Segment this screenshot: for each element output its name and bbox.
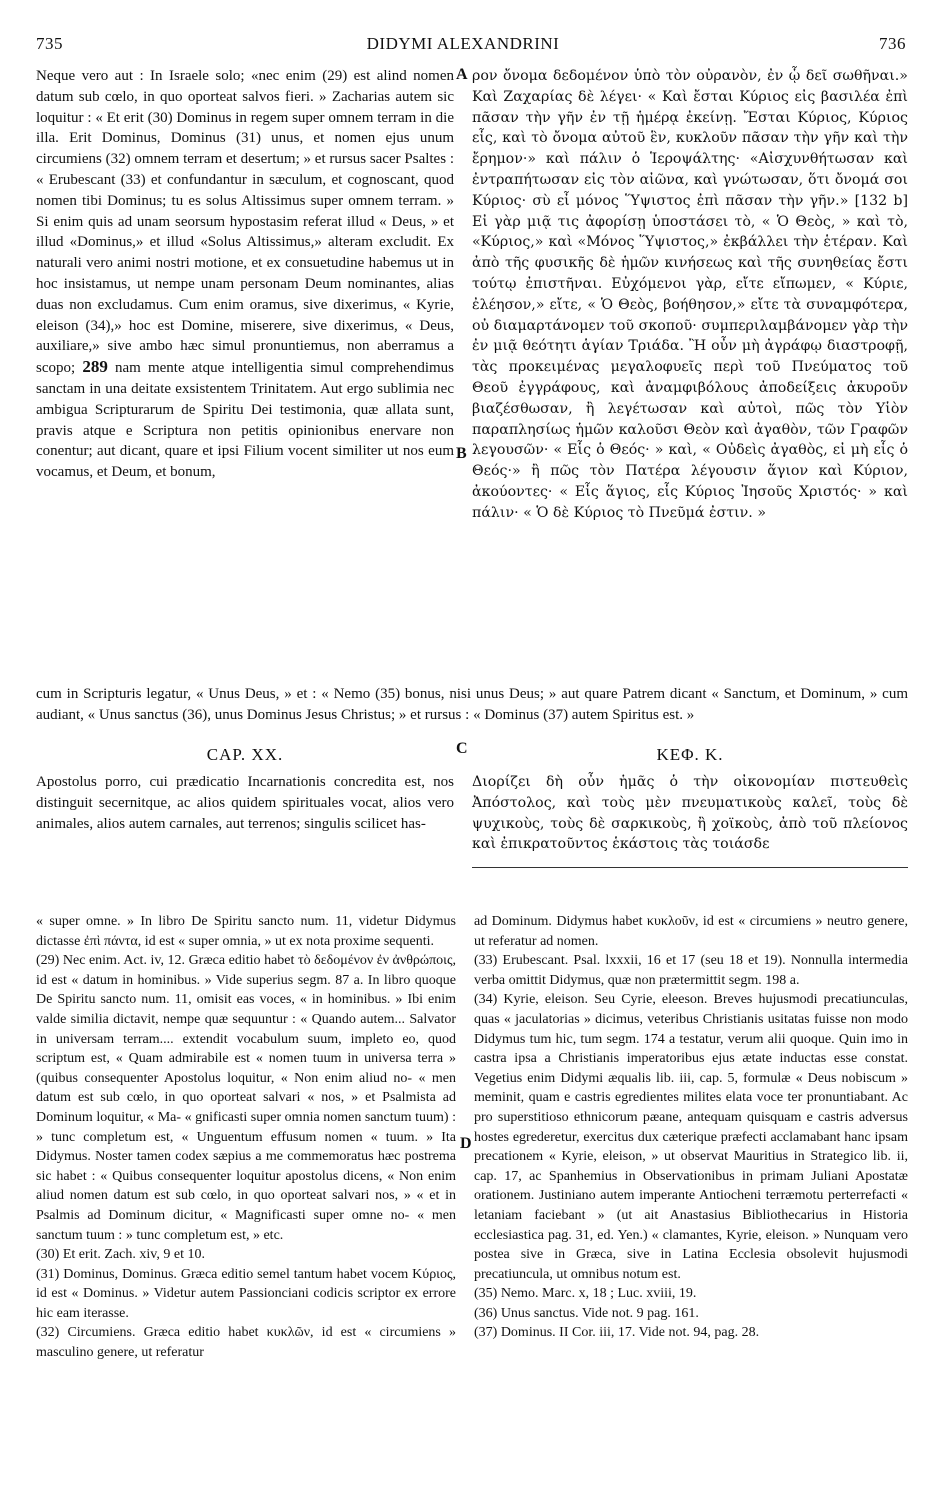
note: (36) Unus sanctus. Vide not. 9 pag. 161. — [474, 1305, 699, 1321]
chapter-heading-greek: ΚΕΦ. Κ. — [656, 745, 724, 764]
note: « super omne. » In libro De Spiritu sancto num. 11, videtur Didymus dictasse ἐπὶ πάντα, id est « super omnia, » ut ex nota proxime sequenti. — [36, 914, 456, 949]
note: (31) Dominus, Dominus. Græca editio semel tantum habet vocem Κύριος, id est « Dominus. » Videtur autem Passionciani codicis scriptor ex errore hic eam iterasse. — [36, 1266, 456, 1321]
latin-text: Neque vero aut : In Israele solo; «nec enim (29) est alind nomen datum sub cœlo, in quo oporteat salvos fieri. » Zacharias autem sic loquitur : « Et erit (30) Dominus in regem super omnem terram in die illa. Erit Dominus, Dominus (31) unus, et nomen ejus unum circumiens (32) omnem terram et desertum; » et rursus sacer Psaltes : « Erubescant (33) et confundantur in sæculum, et cognoscant, quod nomen tibi Dominus; tu es solus Altissimus super omnem terram. » Si enim quis ad unam seorsum hypostasim referat illud « Deus, » et illud «Dominus,» et illud «Solus Altissimus,» alteram excludit. Ex naturali vero animi nostri motione, et ex consuetudine habemus ut in hoc insistamus, ut nempe unam personam Deum nominantes, alias duas non excludamus. Cum enim oramus, sive dixerimus, « Kyrie, eleison (34),» hoc est Domine, miserere, sive dixerimus, « Deus, auxiliare,» sive ambo hæc simul pronuntiemus, non aberramus a scopo; — [36, 68, 454, 377]
note: (29) Nec enim. Act. iv, 12. Græca editio habet τὸ δεδομένον ἐν ἀνθρώποις, id est « datum in hominibus. » Vide superius segm. 87 a. In libro quoque De Spiritu sancto num. 11, omisit eas voces, « in hominibus. » Ibi enim valde similia dictavit, nempe quæ sequuntur : « Quando autem... Salvator in universam terram.... extendit vocabulum suum, impleto eo, quod scriptum est, « Quam admirabile est « nomen tuum in universa terra » (quibus consequenter Apostolus loquitur, « Non enim aliud no- « men datum est sub cœlo, in quo oporteat salvari « nos, » et Psalmista ad Dominum loquitur, « Ma- « gnificasti super omnia nomen sanctum tuum) : » tunc completum est, « Unguentum effusum nomen « tuum. » Ita Didymus. Noster tamen codex sæpius a me commemoratus hæc postrema sic habet : « Quibus consequenter loquitur apostolus dicens, « Non enim aliud nomen datum est sub cœlo, in quo oporteat salvari nos, » « et in Psalmis ad Dominum dicitur, « Magnificasti super omne no- « men sanctum tuum : » tunc completum est, » etc. — [36, 953, 456, 1243]
margin-marker-a: A — [456, 66, 468, 83]
note: (35) Nemo. Marc. x, 18 ; Luc. xviii, 19. — [474, 1286, 697, 1302]
note: (30) Et erit. Zach. xiv, 9 et 10. — [36, 1247, 205, 1263]
note: (37) Dominus. II Cor. iii, 17. Vide not. 94, pag. 28. — [474, 1325, 760, 1341]
margin-marker-d: D — [460, 1135, 472, 1152]
margin-marker-c: C — [456, 740, 468, 757]
running-title: DIDYMI ALEXANDRINI — [366, 34, 560, 53]
note: ad Dominum. Didymus habet κυκλοῦν, id est « circumiens » neutro genere, ut referatur ad nomen. — [474, 914, 908, 949]
greek-column-top — [472, 66, 908, 524]
note: (33) Erubescant. Psal. lxxxii, 16 et 17 (seu 18 et 19). Nonnulla intermedia verba omittit Didymus, quæ non prætermittit segm. 198 a. — [474, 953, 908, 988]
divider-rule — [472, 867, 908, 868]
notes-left-column — [36, 912, 456, 1363]
page-number-left: 735 — [36, 34, 63, 53]
patrologia-column-marker: 289 — [82, 357, 108, 377]
notes-right-column — [474, 912, 908, 1343]
latin-text-continued: nam mente atque intelligentia simul comprehendimus sanctam in una deitate exsistentem Trinitatem. Aut ergo sublimia nec ambigua Scripturarum de Spiritu Dei testimonia, quæ allata sunt, pravis atque e Scriptura non petitis opinionibus enervare non conentur; aut dicant, quare et ipsi Filium vocent similiter ut nos eum vocamus, et Deum, et bonum, — [36, 360, 454, 481]
margin-marker-b: B — [456, 445, 467, 462]
greek-text: ρον ὄνομα δεδομένον ὑπὸ τὸν οὐρανὸν, ἐν ᾧ δεῖ σωθῆναι.» Καὶ Ζαχαρίας δὲ λέγει· « Καὶ ἔσται Κύριος εἰς βασιλέα ἐπὶ πᾶσαν τὴν γῆν ἐν τῇ ἡμέρᾳ ἐκείνῃ. Ἔσται Κύριος, Κύριος εἷς, καὶ τὸ ὄνομα αὐτοῦ ἓν, κυκλοῦν πᾶσαν τὴν γῆν καὶ τὴν ἔρημον·» καὶ πάλιν ὁ Ἱεροψάλτης· «Αἰσχυνθήτωσαν καὶ ἐντραπήτωσαν εἰς τὸν αἰῶνα, καὶ γνώτωσαν, ὅτι ὄνομά σοι Κύριος· σὺ εἶ μόνος Ὕψιστος ἐπὶ πᾶσαν τὴν γῆν.» [132 b] Εἰ γὰρ μιᾷ τις ἀφορίσῃ ὑποστάσει τὸ, « Ὁ Θεὸς, » καὶ τὸ, «Κύριος,» καὶ «Μόνος Ὕψιστος,» ἐκβάλλει τὴν ἑτέραν. Καὶ ἀπὸ τῆς φυσικῆς δὲ ἡμῶν κινήσεως καὶ τῆς συνηθείας ἔστι τούτῳ ἐπιστῆναι. Εὐχόμενοι γὰρ, εἴτε εἴπωμεν, « Κύριε, ἐλέησον,» εἴτε, « Ὁ Θεὸς, βοήθησον,» εἴτε τὰ συναμφότερα, οὐ διαμαρτάνομεν τοῦ σκοποῦ· συμπεριλαμβάνομεν γὰρ τὴν ἐν μιᾷ θεότητι ἁγίαν Τριάδα. Ἢ οὖν μὴ ἀγράφῳ διαστροφῇ, τὰς προκειμένας μεγαλοφυεῖς περὶ τοῦ Πνεύματος τοῦ Θεοῦ ἐγγράφους, καὶ ἀναμφιβόλους ἀποδείξεις ἀκυροῦν βιαζέσθωσαν, ἢ λεγέτωσαν καὶ αὐτοὶ, πῶς τὸν Υἱὸν παραπλησίως ἡμῶν καλοῦσι Θεὸν καὶ ἀγαθὸν, τῶν Γραφῶν λεγουσῶν· « Εἷς ὁ Θεός· » καὶ, « Οὐδεὶς ἀγαθὸς, εἰ μὴ εἷς ὁ Θεός·» ἢ πῶς τὸν Πατέρα λέγουσιν ἅγιον καὶ Κύριον, ἀκούοντες· « Εἷς ἅγιος, εἷς Κύριος Ἰησοῦς Χριστός· » καὶ πάλιν· « Ὁ δὲ Κύριος τὸ Πνεῦμά ἐστιν. » — [472, 68, 908, 521]
page-number-right: 736 — [879, 34, 906, 53]
latin-chapter-text: Apostolus porro, cui prædicatio Incarnationis concredita est, nos distinguit secernitque, ac alios quidem spirituales vocat, alios vero animales, alios autem carnales, aut terrenos; singulis scilicet has- — [36, 774, 454, 832]
latin-column-top — [36, 66, 454, 483]
note: (34) Kyrie, eleison. Seu Cyrie, eleeson. Breves hujusmodi precatiunculas, quas « jaculatorias » dicimus, veteribus Christianis usitatas fuisse non modo Didymus tum hic, tum segm. 174 a testatur, verum alii quoque. Quin imo in castra ipsa a Christianis imperatoribus ejus ætate inductas esse constat. Vegetius enim Didymi æqualis lib. iii, cap. 5, formulæ « Deus nobiscum » meminit, quam e castris egredientes milites elata voce ter pronuntiabant. Ac pro superstitioso ethnicorum pæane, antequam quisquam e castris adversus hostes egrederetur, exercitus dux cæterique præfecti acclamabant hanc ipsam precationem « Kyrie, eleison, » ut observat Mauritius in Strategico lib. ii, cap. 17, ac Spanhemius in Observationibus in primam Juliani Apostatæ orationem. Justiniano autem imperante Antiocheni terræmotu perterrefacti « letaniam faciebant » (ut ait Anastasius Bibliothecarius in Historia ecclesiastica pag. 31, ed. Yen.) « clamantes, Kyrie, eleison. » Nunquam vero postea sive in Græca, sive in Latina Ecclesia obsolevit hujusmodi precatiuncula, ut omnibus notum est. — [474, 992, 908, 1282]
greek-chapter-text: Διορίζει δὴ οὖν ἡμᾶς ὁ τὴν οἰκονομίαν πιστευθεὶς Ἀπόστολος, καὶ τοὺς μὲν πνευματικοὺς καλεῖ, τοὺς δὲ ψυχικοὺς, τοὺς δὲ σαρκικοὺς, ἢ χοϊκοὺς, ἀπὸ τοῦ πλείονος καὶ ἐπικρατοῦντος ἑκάστοις τὰς τοιάσδε — [472, 774, 908, 853]
latin-fullwidth-text: cum in Scripturis legatur, « Unus Deus, » et : « Nemo (35) bonus, nisi unus Deus; » aut quare Patrem dicant « Sanctum, et Dominum, » cum audiant, « Unus sanctus (36), unus Dominus Jesus Christus; » et rursus : « Dominus (37) autem Spiritus est. » — [36, 686, 908, 723]
note: (32) Circumiens. Græca editio habet κυκλῶν, id est « circumiens » masculino genere, ut referatur — [36, 1325, 456, 1361]
chapter-heading-latin: CAP. XX. — [206, 745, 284, 764]
